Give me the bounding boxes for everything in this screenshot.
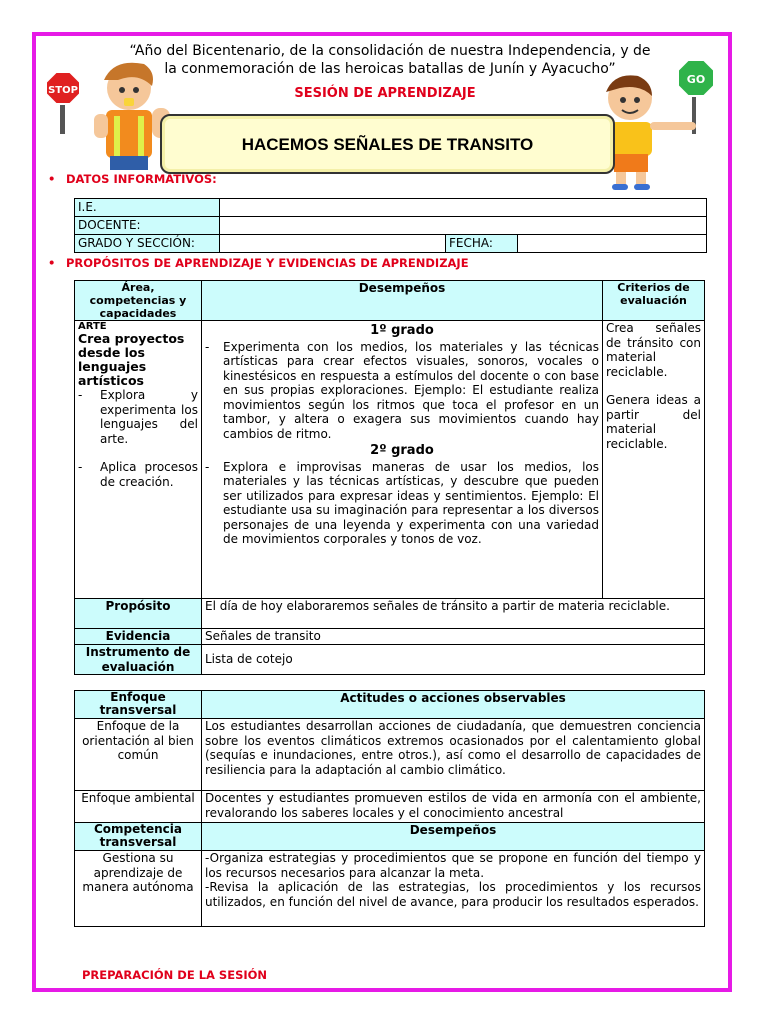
fecha-label: FECHA:: [446, 235, 518, 253]
docente-label: DOCENTE:: [75, 217, 220, 235]
year-motto-line2: la conmemoración de las heroicas batallas de Junín y Ayacucho”: [164, 61, 616, 77]
fecha-value: [518, 235, 707, 253]
session-title: SESIÓN DE APRENDIZAJE: [294, 86, 476, 101]
area-name: ARTE: [78, 321, 107, 332]
competencia-text: Crea proyectos desde los lenguajes artísticos: [78, 331, 185, 388]
evidencia-text: Señales de transito: [202, 629, 705, 645]
instrumento-label: Instrumento de evaluación: [75, 645, 202, 675]
enfoque-bien-comun-text: Los estudiantes desarrollan acciones de ciudadanía, que demuestren conciencia sobre los eventos climáticos extremos ocasionados por el calentamiento global (sequías e inundaciones, entre otros.), así como el desarrollo de capacidades de resiliencia para la adaptación al cambio climático.: [202, 719, 705, 791]
lesson-title: HACEMOS SEÑALES DE TRANSITO: [241, 135, 534, 154]
evidencia-label: Evidencia: [75, 629, 202, 645]
instrumento-text: Lista de cotejo: [202, 645, 705, 675]
desempeno-grade1-text: Experimenta con los medios, los materiales y las técnicas artísticas para crear efectos visuales, sonoros, vocales o kinestésicos en respuesta a estímulos del docente o con base en sus propias exploraciones. Ejemplo: El estudiante realiza movimientos según los ritmos que toca el profesor en un tambor, y altera o exagera sus movimientos cuando hay cambios de ritmo.: [223, 339, 599, 441]
grado-label: GRADO Y SECCIÓN:: [75, 235, 220, 253]
actitudes-col-header: Actitudes o acciones observables: [202, 691, 705, 719]
capacidad-item: - Explora y experimenta los lenguajes del arte.: [78, 388, 198, 446]
area-cell: [75, 321, 202, 599]
enfoques-table: [74, 690, 705, 927]
capacidad-text: Explora y experimenta los lenguajes del arte.: [100, 388, 198, 446]
grado-value: [220, 235, 446, 253]
datos-heading: • DATOS INFORMATIVOS:: [48, 172, 217, 186]
col-desempenos-header: Desempeños: [202, 281, 603, 321]
propositos-heading-text: PROPÓSITOS DE APRENDIZAJE Y EVIDENCIAS DE APRENDIZAJE: [66, 256, 469, 270]
ie-value: [220, 199, 707, 217]
col-criterios-header: Criterios de evaluación: [603, 281, 705, 321]
criterio-text: Crea señales de tránsito con material reciclable.: [606, 321, 701, 379]
datos-heading-text: DATOS INFORMATIVOS:: [66, 172, 217, 186]
datos-table: [74, 198, 707, 253]
competencia-transversal-label: Gestiona su aprendizaje de manera autónoma: [75, 851, 202, 927]
desempeno-grade2-text: Explora e improvisas maneras de usar los medios, los materiales y las técnicas artísticas, y descubre que pueden ser utilizados para expresar ideas y sentimientos. Ejemplo: El estudiante usa su imaginación para representar a los diversos personajes de una leyenda y experimenta con una variedad de movimientos corporales y tonos de voz.: [223, 459, 599, 546]
desempeno-item: - Experimenta con los medios, los materiales y las técnicas artísticas para crear efectos visuales, sonoros, vocales o kinestésicos en respuesta a estímulos del docente o con base en sus propias exploraciones. Ejemplo: El estudiante realiza movimientos según los ritmos que toca el profesor en un tambor, y altera o exagera sus movimientos cuando hay cambios de ritmo.: [205, 339, 599, 441]
enfoque-ambiental-text: Docentes y estudiantes promueven estilos de vida en armonía con el ambiente, revalorando los saberes locales y el conocimiento ancestral: [202, 791, 705, 823]
desempenos-col-header: Desempeños: [202, 823, 705, 851]
docente-value: [220, 217, 707, 235]
proposito-text: El día de hoy elaboraremos señales de tránsito a partir de materia reciclable.: [202, 599, 705, 629]
competencia-desempeno-2: -Revisa la aplicación de las estrategias, los procedimientos y los recursos utilizados, en función del nivel de avance, para producir los resultados esperados.: [205, 880, 701, 909]
year-motto-line1: “Año del Bicentenario, de la consolidación de nuestra Independencia, y de: [129, 43, 651, 59]
criterio-text: Genera ideas a partir del material reciclable.: [606, 393, 701, 451]
capacidad-item: - Aplica procesos de creación.: [78, 460, 198, 489]
title-box: [160, 114, 615, 174]
col-area-header: Área, competencias y capacidades: [75, 281, 202, 321]
competencia-transversal-text: [202, 851, 705, 927]
preparacion-heading: PREPARACIÓN DE LA SESIÓN: [82, 968, 268, 982]
competencia-col-header: Competencia transversal: [75, 823, 202, 851]
propositos-table: [74, 280, 705, 675]
capacidad-text: Aplica procesos de creación.: [100, 460, 198, 489]
enfoque-bien-comun-label: Enfoque de la orientación al bien común: [75, 719, 202, 791]
grade2-heading: 2º grado: [370, 443, 434, 458]
enfoque-ambiental-label: Enfoque ambiental: [75, 791, 202, 823]
stop-sign-text: STOP: [48, 85, 78, 96]
grade1-heading: 1º grado: [370, 323, 434, 338]
desempenos-cell: [202, 321, 603, 599]
criterios-cell: [603, 321, 705, 599]
competencia-desempeno-1: -Organiza estrategias y procedimientos que se propone en función del tiempo y los recursos necesarios para alcanzar la meta.: [205, 851, 701, 880]
proposito-label: Propósito: [75, 599, 202, 629]
propositos-heading: • PROPÓSITOS DE APRENDIZAJE Y EVIDENCIAS DE APRENDIZAJE: [48, 256, 469, 270]
enfoque-col-header: Enfoque transversal: [75, 691, 202, 719]
ie-label: I.E.: [75, 199, 220, 217]
desempeno-item: - Explora e improvisas maneras de usar los medios, los materiales y las técnicas artísticas, y descubre que pueden ser utilizados para expresar ideas y sentimientos. Ejemplo: El estudiante usa su imaginación para representar a los diversos personajes de una leyenda y experimenta con una variedad de movimientos corporales y tonos de voz.: [205, 459, 599, 546]
go-sign-text: GO: [686, 73, 706, 86]
